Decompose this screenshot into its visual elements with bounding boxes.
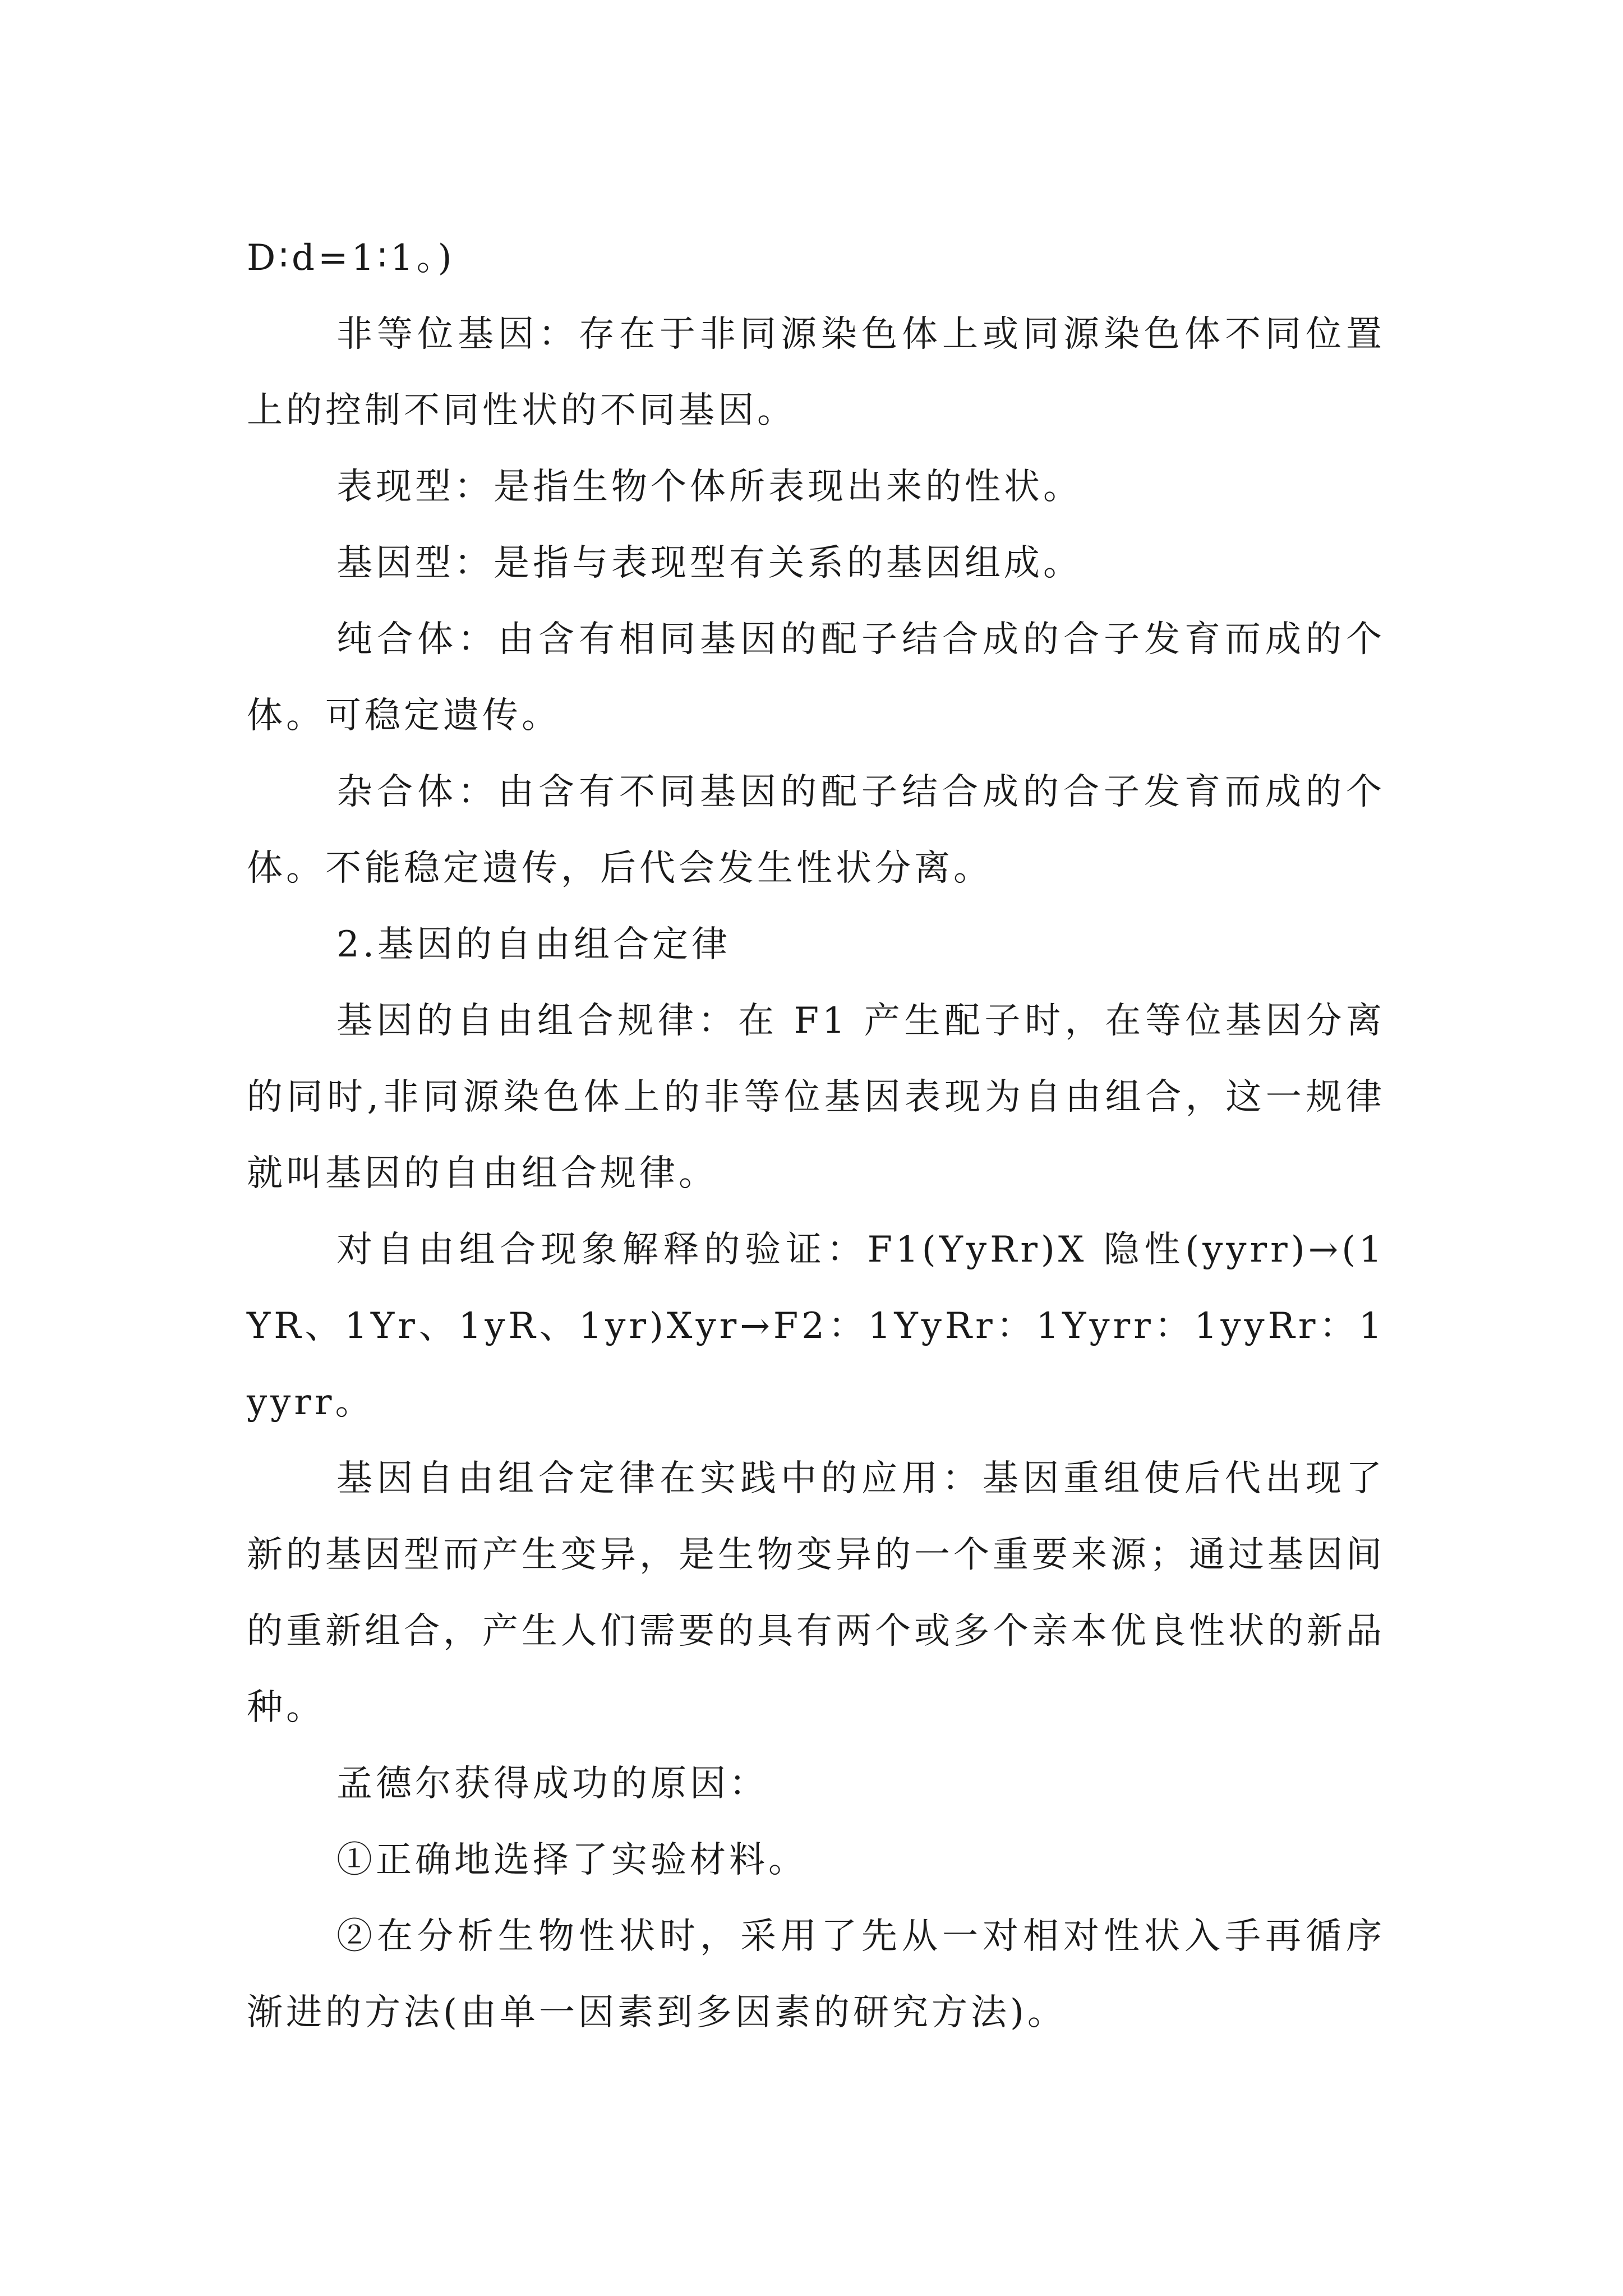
paragraph-mendel-success: 孟德尔获得成功的原因：: [336, 1763, 768, 1805]
paragraph-heterozygote: 杂合体：由含有不同基因的配子结合成的合子发育而成的个体。不能稳定遗传，后代会发生性状分离。: [247, 771, 1385, 889]
paragraph-assortment-rule: 基因的自由组合规律：在 F1 产生配子时，在等位基因分离的同时,非同源染色体上的非等位基因表现为自由组合，这一规律就叫基因的自由组合规律。: [247, 1000, 1385, 1194]
section-heading-independent-assortment: 2.基因的自由组合定律: [336, 924, 731, 965]
list-item-reason-1: ①正确地选择了实验材料。: [336, 1839, 808, 1881]
paragraph-ratio-end: D∶d=1∶1。): [247, 237, 455, 279]
paragraph-phenotype: 表现型：是指生物个体所表现出来的性状。: [336, 466, 1082, 508]
paragraph-genotype: 基因型：是指与表现型有关系的基因组成。: [336, 542, 1082, 584]
paragraph-verification: 对自由组合现象解释的验证：F1(YyRr)X 隐性(yyrr)→(1YR、1Yr、1yR、1yr)Xyr→F2：1YyRr：1Yyrr：1yyRr：1yyrr。: [247, 1229, 1385, 1423]
paragraph-non-allelic-genes: 非等位基因：存在于非同源染色体上或同源染色体不同位置上的控制不同性状的不同基因。: [247, 314, 1385, 431]
list-item-reason-2: ②在分析生物性状时，采用了先从一对相对性状入手再循序渐进的方法(由单一因素到多因素的研究方法)。: [247, 1916, 1385, 2033]
paragraph-application: 基因自由组合定律在实践中的应用：基因重组使后代出现了新的基因型而产生变异，是生物变异的一个重要来源；通过基因间的重新组合，产生人们需要的具有两个或多个亲本优良性状的新品种。: [247, 1458, 1385, 1728]
paragraph-homozygote: 纯合体：由含有相同基因的配子结合成的合子发育而成的个体。可稳定遗传。: [247, 619, 1385, 737]
document-page: [247, 220, 1385, 2051]
